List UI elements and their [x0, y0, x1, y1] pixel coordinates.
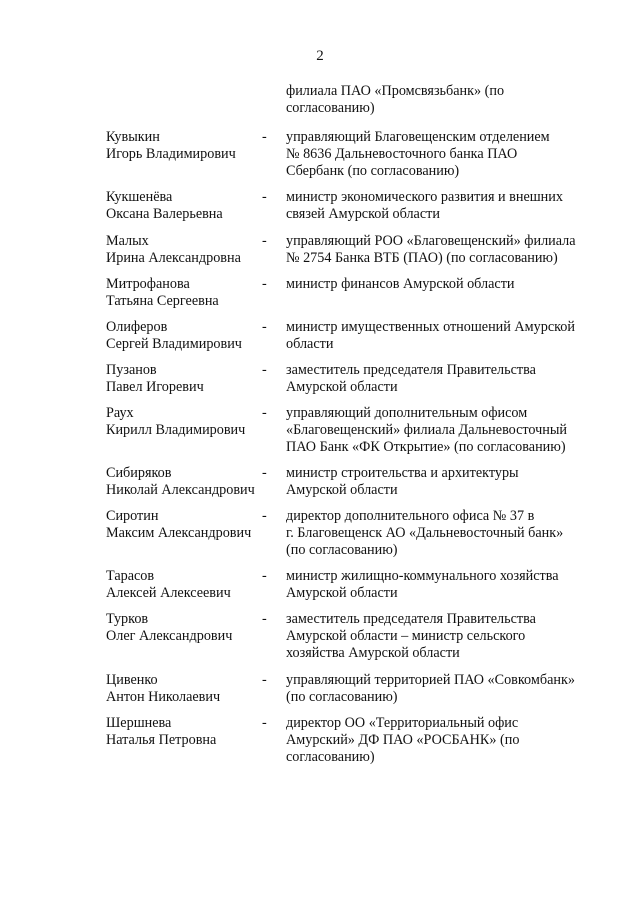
member-given-name: Олег Александрович: [106, 628, 233, 644]
member-name: [106, 276, 266, 310]
member-name: [106, 233, 266, 267]
member-given-name: Сергей Владимирович: [106, 336, 242, 352]
role-line: министр строительства и архитектуры: [286, 465, 519, 481]
member-surname: Митрофанова: [106, 276, 190, 292]
role-line: Амурской области: [286, 585, 398, 601]
member-surname: Сиротин: [106, 508, 159, 524]
role-line: «Благовещенский» филиала Дальневосточный: [286, 422, 568, 438]
role-line: Амурской области – министр сельского: [286, 628, 526, 644]
member-role: [286, 508, 591, 559]
role-line: директор ОО «Территориальный офис: [286, 715, 519, 731]
role-line: связей Амурской области: [286, 206, 440, 222]
role-line: Сбербанк (по согласованию): [286, 163, 460, 179]
member-role: [286, 715, 591, 766]
role-line: министр экономического развития и внешних: [286, 189, 563, 205]
member-surname: Кукшенёва: [106, 189, 173, 205]
role-line: согласованию): [286, 100, 375, 116]
member-given-name: Оксана Валерьевна: [106, 206, 223, 222]
member-given-name: Антон Николаевич: [106, 689, 221, 705]
member-given-name: Николай Александрович: [106, 482, 255, 498]
role-line: Амурской области: [286, 482, 398, 498]
separator-dash: -: [262, 362, 267, 378]
continued-role-text: [286, 83, 586, 117]
member-surname: Сибиряков: [106, 465, 172, 481]
separator-dash: -: [262, 508, 267, 524]
member-role: [286, 233, 591, 267]
member-role: [286, 362, 591, 396]
role-line: министр финансов Амурской области: [286, 276, 515, 292]
separator-dash: -: [262, 611, 267, 627]
member-role: [286, 568, 591, 602]
member-given-name: Алексей Алексеевич: [106, 585, 231, 601]
role-line: № 2754 Банка ВТБ (ПАО) (по согласованию): [286, 250, 558, 266]
role-line: управляющий дополнительным офисом: [286, 405, 528, 421]
separator-dash: -: [262, 233, 267, 249]
member-given-name: Наталья Петровна: [106, 732, 217, 748]
member-name: [106, 465, 266, 499]
member-surname: Малых: [106, 233, 149, 249]
separator-dash: -: [262, 405, 267, 421]
role-line: министр имущественных отношений Амурской: [286, 319, 575, 335]
role-line: заместитель председателя Правительства: [286, 362, 536, 378]
role-line: № 8636 Дальневосточного банка ПАО: [286, 146, 518, 162]
member-role: [286, 319, 591, 353]
member-name: [106, 319, 266, 353]
member-role: [286, 129, 591, 180]
page-number: 2: [316, 48, 324, 64]
role-line: Амурский» ДФ ПАО «РОСБАНК» (по: [286, 732, 520, 748]
role-line: филиала ПАО «Промсвязьбанк» (по: [286, 83, 505, 99]
member-given-name: Ирина Александровна: [106, 250, 241, 266]
member-name: [106, 129, 266, 163]
member-name: [106, 362, 266, 396]
role-line: хозяйства Амурской области: [286, 645, 460, 661]
separator-dash: -: [262, 189, 267, 205]
role-line: директор дополнительного офиса № 37 в: [286, 508, 535, 524]
member-given-name: Игорь Владимирович: [106, 146, 236, 162]
member-name: [106, 568, 266, 602]
member-surname: Цивенко: [106, 672, 158, 688]
separator-dash: -: [262, 568, 267, 584]
separator-dash: -: [262, 672, 267, 688]
role-line: управляющий территорией ПАО «Совкомбанк»: [286, 672, 575, 688]
role-line: области: [286, 336, 334, 352]
member-surname: Олиферов: [106, 319, 168, 335]
role-line: управляющий Благовещенским отделением: [286, 129, 550, 145]
role-line: (по согласованию): [286, 542, 398, 558]
member-name: [106, 611, 266, 645]
separator-dash: -: [262, 715, 267, 731]
member-role: [286, 405, 591, 456]
member-surname: Турков: [106, 611, 149, 627]
member-role: [286, 189, 591, 223]
member-given-name: Кирилл Владимирович: [106, 422, 246, 438]
member-surname: Тарасов: [106, 568, 155, 584]
member-surname: Шершнева: [106, 715, 172, 731]
member-surname: Кувыкин: [106, 129, 160, 145]
role-line: управляющий РОО «Благовещенский» филиала: [286, 233, 576, 249]
member-name: [106, 672, 266, 706]
member-given-name: Максим Александрович: [106, 525, 252, 541]
role-line: г. Благовещенск АО «Дальневосточный банк»: [286, 525, 564, 541]
member-role: [286, 611, 591, 662]
role-line: согласованию): [286, 749, 375, 765]
member-name: [106, 405, 266, 439]
member-name: [106, 715, 266, 749]
role-line: министр жилищно-коммунального хозяйства: [286, 568, 559, 584]
member-name: [106, 189, 266, 223]
role-line: (по согласованию): [286, 689, 398, 705]
separator-dash: -: [262, 465, 267, 481]
role-line: ПАО Банк «ФК Открытие» (по согласованию): [286, 439, 566, 455]
member-given-name: Татьяна Сергеевна: [106, 293, 219, 309]
role-line: Амурской области: [286, 379, 398, 395]
member-surname: Раух: [106, 405, 134, 421]
member-role: [286, 672, 591, 706]
separator-dash: -: [262, 319, 267, 335]
separator-dash: -: [262, 129, 267, 145]
separator-dash: -: [262, 276, 267, 292]
member-role: [286, 276, 591, 293]
member-surname: Пузанов: [106, 362, 157, 378]
member-name: [106, 508, 266, 542]
member-given-name: Павел Игоревич: [106, 379, 204, 395]
role-line: заместитель председателя Правительства: [286, 611, 536, 627]
member-role: [286, 465, 591, 499]
